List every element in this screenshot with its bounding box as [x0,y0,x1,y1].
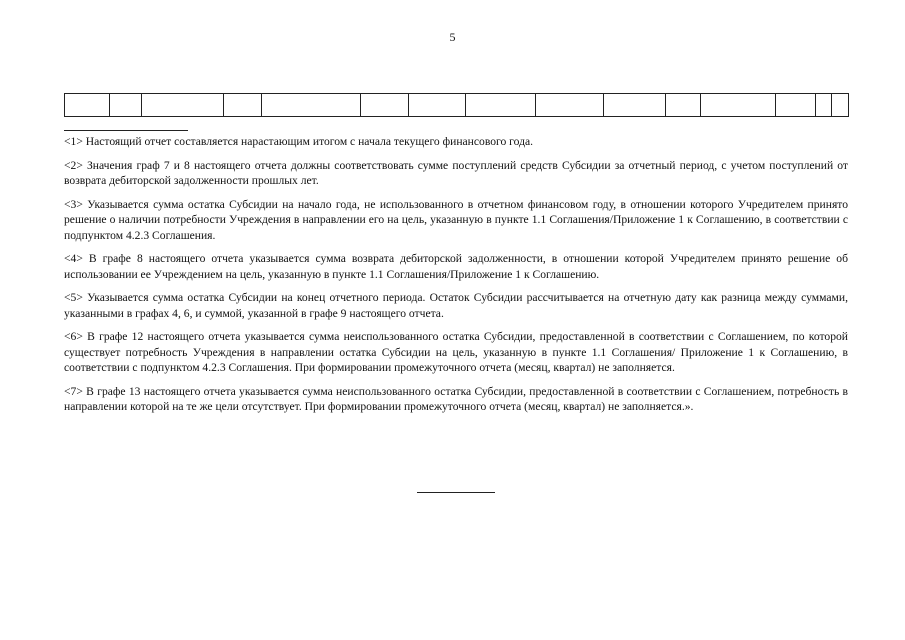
table-cell [409,94,466,117]
footnote-separator [64,130,188,131]
table-cell [224,94,262,117]
footnote-3: <3> Указывается сумма остатка Субсидии на начало года, не использованного в отчетном финансовом году, в отношении которого Учредителем принято решение о наличии потребности Учреждения в направлении его на цель, указанную в пункте 1.1 Соглашения/Приложение 1 к Соглашению, в соответствии с подпунктом 4.2.3 Соглашения. [64,197,848,242]
table-cell [262,94,361,117]
table-cell [832,94,849,117]
footnotes-section [64,134,848,423]
table-cell [110,94,142,117]
table-row [65,94,849,117]
footnote-1: <1> Настоящий отчет составляется нарастающим итогом с начала текущего финансового года. [64,135,534,148]
footnote-4: <4> В графе 8 настоящего отчета указывается сумма возврата дебиторской задолженности, в отношении которой Учредителем принято решение об использовании ее Учреждением на цель, указанную в пункте 1.1 Соглашения/Приложение 1 к Соглашению. [64,252,848,281]
table-cell [466,94,536,117]
end-of-document-line [417,492,495,493]
table-cell [666,94,701,117]
table-cell [604,94,666,117]
footnote-5: <5> Указывается сумма остатка Субсидии на конец отчетного периода. Остаток Субсидии рассчитывается на отчетную дату как разница между суммами, указанными в графах 4, 6, и суммой, указанной в графе 9 настоящего отчета. [64,291,848,320]
footnote-7: <7> В графе 13 настоящего отчета указывается сумма неиспользованного остатка Субсидии, предоставленной в соответствии с Соглашением, потребность в направлении которой на те же цели отсутствует. При формировании промежуточного отчета (месяц, квартал) не заполняется.». [64,384,848,413]
table-cell [816,94,832,117]
table-cell [776,94,816,117]
page-number: 5 [449,30,456,44]
table-cell [701,94,776,117]
table-cell [65,94,110,117]
footnote-6: <6> В графе 12 настоящего отчета указывается сумма неиспользованного остатка Субсидии, предоставленной в соответствии с Соглашением, по которой существует потребность Учреждения в направлении остатка Субсидии на цель, указанную в пункте 1.1 Соглашения/ Приложение 1 к Соглашению, в соответствии с подпунктом 4.2.3 Соглашения. При формировании промежуточного отчета (месяц, квартал) не заполняется. [64,330,848,374]
table-cell [536,94,604,117]
report-table-last-row [64,93,849,117]
table-cell [361,94,409,117]
table-cell [142,94,224,117]
footnote-2: <2> Значения граф 7 и 8 настоящего отчета должны соответствовать сумме поступлений средств Субсидии за отчетный период, с учетом поступлений от возврата дебиторской задолженности прошлых лет. [64,158,848,187]
